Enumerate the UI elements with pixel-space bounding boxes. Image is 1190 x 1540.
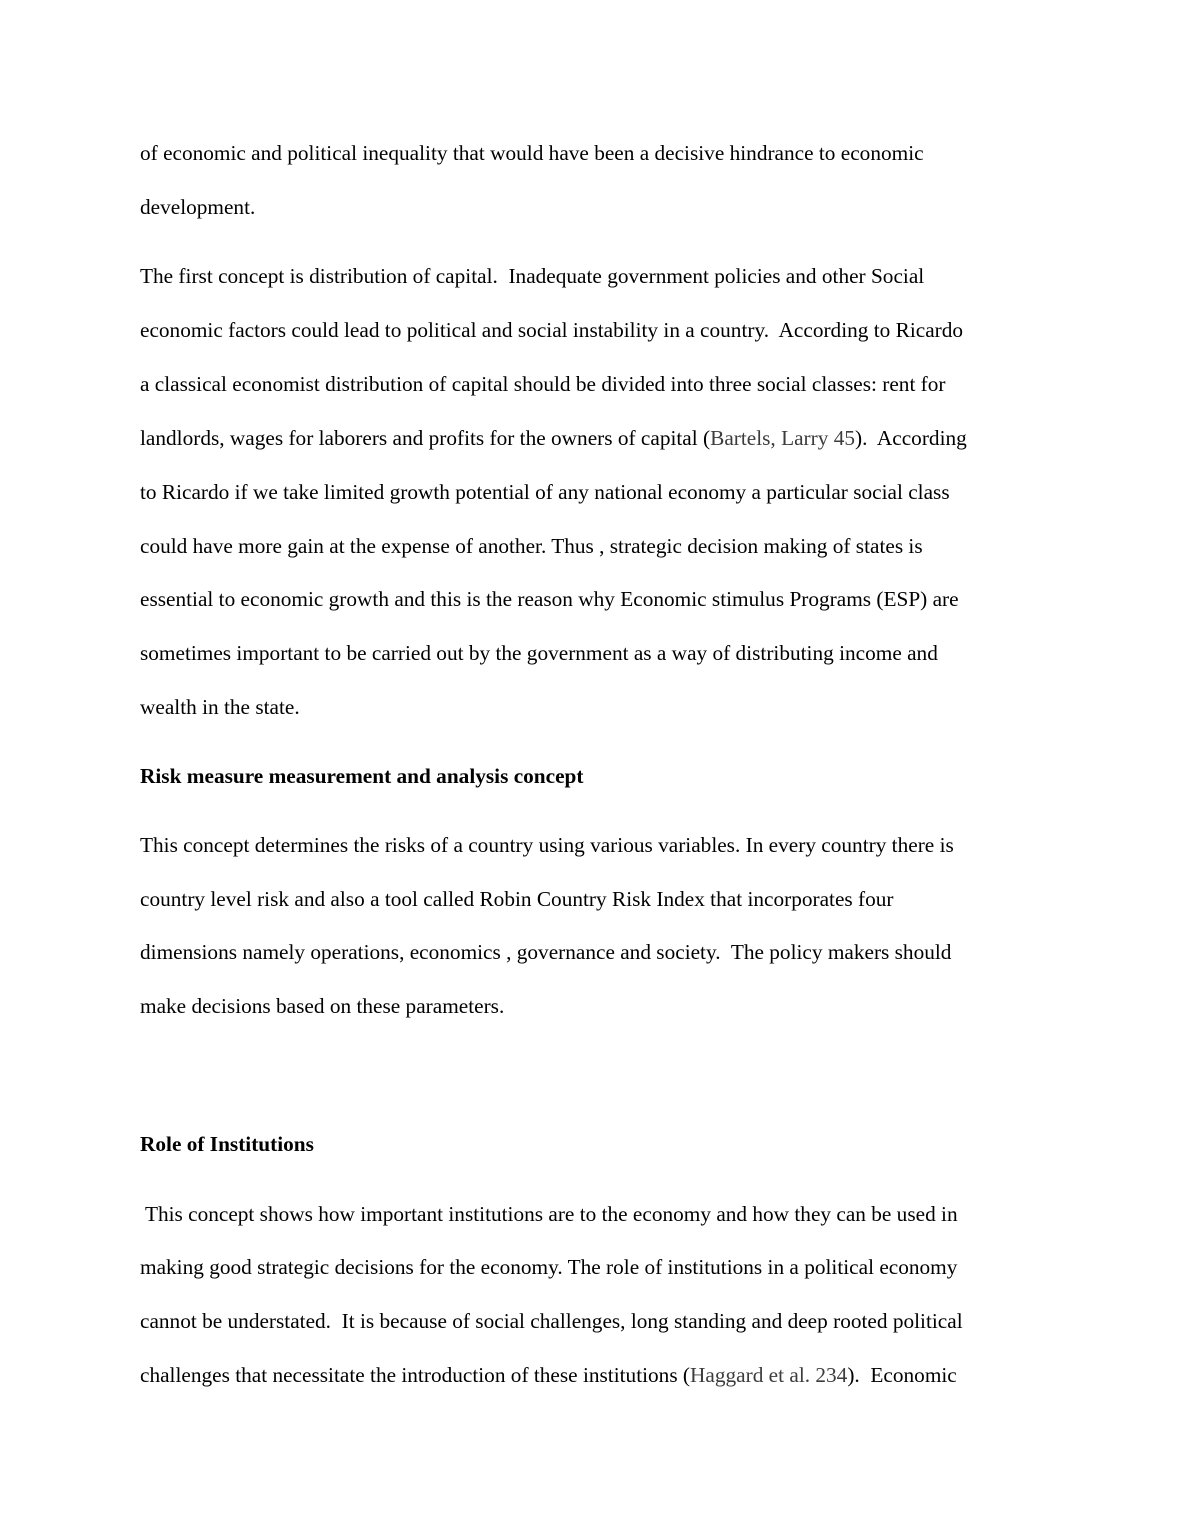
paragraph-line: a classical economist distribution of capital should be divided into three social classes: rent for (140, 372, 946, 396)
paragraph-line: The first concept is distribution of capital. Inadequate government policies and other Social (140, 264, 925, 288)
paragraph-line (140, 1365, 957, 1386)
paragraph-line: wealth in the state. (140, 695, 300, 719)
paragraph-line: to Ricardo if we take limited growth potential of any national economy a particular social class (140, 480, 950, 504)
paragraph-line: economic factors could lead to political and social instability in a country. According to Ricardo (140, 318, 964, 342)
citation: Haggard et al. 234 (690, 1363, 848, 1387)
paragraph-line: sometimes important to be carried out by the government as a way of distributing income and (140, 641, 938, 665)
paragraph-line: This concept determines the risks of a country using various variables. In every country there is (140, 833, 954, 857)
line-text: ). Economic (847, 1363, 957, 1387)
paragraph-line (140, 428, 967, 449)
paragraph-line: dimensions namely operations, economics , governance and society. The policy makers should (140, 940, 952, 964)
section-heading: Risk measure measurement and analysis concept (140, 764, 584, 788)
paragraph-line: essential to economic growth and this is the reason why Economic stimulus Programs (ESP) are (140, 587, 959, 611)
section-heading: Role of Institutions (140, 1132, 314, 1156)
paragraph-line: making good strategic decisions for the economy. The role of institutions in a political economy (140, 1255, 958, 1279)
line-text: challenges that necessitate the introduction of these institutions ( (140, 1363, 691, 1387)
paragraph-line: cannot be understated. It is because of social challenges, long standing and deep rooted political (140, 1309, 963, 1333)
line-text: landlords, wages for laborers and profits for the owners of capital ( (140, 426, 711, 450)
paragraph-line: make decisions based on these parameters. (140, 994, 505, 1018)
paragraph-line: development. (140, 195, 256, 219)
paragraph-line: This concept shows how important institutions are to the economy and how they can be used in (140, 1202, 958, 1226)
citation: Bartels, Larry 45 (710, 426, 855, 450)
paragraph-line: country level risk and also a tool called Robin Country Risk Index that incorporates four (140, 887, 894, 911)
paragraph-line: could have more gain at the expense of another. Thus , strategic decision making of states is (140, 534, 923, 558)
line-text: ). According (855, 426, 967, 450)
paragraph-line: of economic and political inequality that would have been a decisive hindrance to economic (140, 141, 924, 165)
